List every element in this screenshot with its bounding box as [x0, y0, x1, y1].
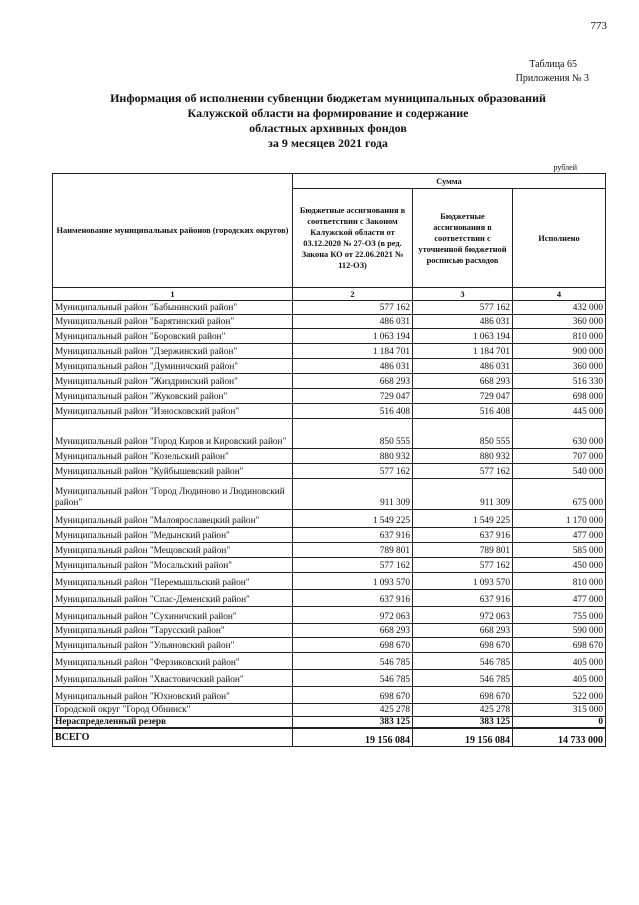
refined-amount: 577 162: [413, 301, 513, 315]
district-name: Муниципальный район "Тарусский район": [53, 624, 293, 638]
assigned-amount: 668 293: [293, 374, 413, 389]
title-line-1: Информация об исполнении субвенции бюджетам муниципальных образований: [110, 91, 546, 105]
assigned-amount: 911 309: [293, 479, 413, 510]
refined-amount: 486 031: [413, 315, 513, 329]
table-row: [53, 624, 606, 638]
refined-amount: 1 063 194: [413, 329, 513, 344]
table-row: [53, 404, 606, 419]
assigned-amount: 1 184 701: [293, 344, 413, 359]
refined-amount: 637 916: [413, 528, 513, 543]
table-row: [53, 607, 606, 624]
table-label: Таблица 65: [529, 59, 577, 70]
district-name: Муниципальный район "Перемышльский район": [53, 573, 293, 590]
district-name: Муниципальный район "Город Киров и Кировский район": [53, 419, 293, 449]
district-name: Муниципальный район "Спас-Деменский район": [53, 590, 293, 607]
refined-amount: 850 555: [413, 419, 513, 449]
assigned-amount: 1 063 194: [293, 329, 413, 344]
assigned-amount: 698 670: [293, 687, 413, 704]
assigned-amount: 729 047: [293, 389, 413, 404]
total-executed: 14 733 000: [513, 728, 606, 747]
refined-amount: 668 293: [413, 374, 513, 389]
executed-amount: 477 000: [513, 528, 606, 543]
title-line-2: Калужской области на формирование и содержание: [187, 106, 469, 120]
assigned-amount: 577 162: [293, 464, 413, 479]
table-row: [53, 687, 606, 704]
column-number: 1: [53, 288, 293, 301]
page-number: 773: [590, 20, 607, 32]
table-row: [53, 344, 606, 359]
header-refined: Бюджетные ассигнования в соответствии с уточненной бюджетной росписью расходов: [413, 189, 513, 288]
executed-amount: 707 000: [513, 449, 606, 464]
district-name: Муниципальный район "Мосальский район": [53, 558, 293, 573]
district-name: Муниципальный район "Ферзиковский район": [53, 653, 293, 670]
header-executed: Исполнено: [513, 189, 606, 288]
executed-amount: 698 670: [513, 638, 606, 653]
district-name: Городской округ "Город Обнинск": [53, 704, 293, 717]
executed-amount: 315 000: [513, 704, 606, 717]
refined-amount: 546 785: [413, 653, 513, 670]
total-refined: 19 156 084: [413, 728, 513, 747]
subvention-table: [52, 173, 606, 747]
refined-amount: 577 162: [413, 464, 513, 479]
executed-amount: 630 000: [513, 419, 606, 449]
header-assigned: Бюджетные ассигнования в соответствии с Законом Калужской области от 03.12.2020 № 27-ОЗ (в ред. Закона КО от 22.06.2021 № 112-ОЗ): [293, 189, 413, 288]
assigned-amount: 880 932: [293, 449, 413, 464]
units-label: рублей: [553, 163, 577, 172]
executed-amount: 360 000: [513, 359, 606, 374]
document-title: [40, 91, 616, 151]
refined-amount: 880 932: [413, 449, 513, 464]
assigned-amount: 486 031: [293, 359, 413, 374]
assigned-amount: 546 785: [293, 653, 413, 670]
table-body: [53, 301, 606, 717]
reserve-name: Нераспределенный резерв: [53, 717, 293, 729]
assigned-amount: 425 278: [293, 704, 413, 717]
district-name: Муниципальный район "Город Людиново и Людиновский район": [53, 479, 293, 510]
refined-amount: 1 184 701: [413, 344, 513, 359]
district-name: Муниципальный район "Барятинский район": [53, 315, 293, 329]
district-name: Муниципальный район "Жуковский район": [53, 389, 293, 404]
assigned-amount: 850 555: [293, 419, 413, 449]
district-name: Муниципальный район "Малоярославецкий район": [53, 510, 293, 528]
district-name: Муниципальный район "Дзержинский район": [53, 344, 293, 359]
total-row: [53, 728, 606, 747]
refined-amount: 668 293: [413, 624, 513, 638]
assigned-amount: 1 549 225: [293, 510, 413, 528]
refined-amount: 972 063: [413, 607, 513, 624]
refined-amount: 911 309: [413, 479, 513, 510]
refined-amount: 546 785: [413, 670, 513, 687]
refined-amount: 577 162: [413, 558, 513, 573]
table-row: [53, 329, 606, 344]
executed-amount: 360 000: [513, 315, 606, 329]
column-number: 3: [413, 288, 513, 301]
executed-amount: 1 170 000: [513, 510, 606, 528]
executed-amount: 810 000: [513, 573, 606, 590]
table-row: [53, 590, 606, 607]
executed-amount: 540 000: [513, 464, 606, 479]
table-row: [53, 374, 606, 389]
executed-amount: 675 000: [513, 479, 606, 510]
refined-amount: 1 093 570: [413, 573, 513, 590]
executed-amount: 450 000: [513, 558, 606, 573]
district-name: Муниципальный район "Думиничский район": [53, 359, 293, 374]
executed-amount: 755 000: [513, 607, 606, 624]
table-row: [53, 528, 606, 543]
refined-amount: 1 549 225: [413, 510, 513, 528]
assigned-amount: 577 162: [293, 301, 413, 315]
district-name: Муниципальный район "Сухиничский район": [53, 607, 293, 624]
refined-amount: 425 278: [413, 704, 513, 717]
table-row: [53, 573, 606, 590]
title-line-3: областных архивных фондов: [249, 121, 407, 135]
assigned-amount: 516 408: [293, 404, 413, 419]
table-row: [53, 653, 606, 670]
district-name: Муниципальный район "Боровский район": [53, 329, 293, 344]
refined-amount: 789 801: [413, 543, 513, 558]
executed-amount: 585 000: [513, 543, 606, 558]
district-name: Муниципальный район "Куйбышевский район": [53, 464, 293, 479]
table-row: [53, 315, 606, 329]
district-name: Муниципальный район "Хвастовичский район": [53, 670, 293, 687]
table-row: [53, 464, 606, 479]
refined-amount: 729 047: [413, 389, 513, 404]
executed-amount: 405 000: [513, 653, 606, 670]
executed-amount: 590 000: [513, 624, 606, 638]
appendix-label: Приложения № 3: [515, 73, 589, 84]
district-name: Муниципальный район "Износковский район": [53, 404, 293, 419]
table-row: [53, 449, 606, 464]
executed-amount: 405 000: [513, 670, 606, 687]
district-name: Муниципальный район "Юхновский район": [53, 687, 293, 704]
executed-amount: 698 000: [513, 389, 606, 404]
district-name: Муниципальный район "Козельский район": [53, 449, 293, 464]
assigned-amount: 668 293: [293, 624, 413, 638]
refined-amount: 698 670: [413, 687, 513, 704]
reserve-refined: 383 125: [413, 717, 513, 729]
table-row: [53, 638, 606, 653]
executed-amount: 522 000: [513, 687, 606, 704]
total-name: ВСЕГО: [53, 728, 293, 747]
reserve-executed: 0: [513, 717, 606, 729]
assigned-amount: 698 670: [293, 638, 413, 653]
district-name: Муниципальный район "Бабынинский район": [53, 301, 293, 315]
executed-amount: 900 000: [513, 344, 606, 359]
district-name: Муниципальный район "Ульяновский район": [53, 638, 293, 653]
table-row: [53, 670, 606, 687]
assigned-amount: 546 785: [293, 670, 413, 687]
table-row: [53, 510, 606, 528]
table-row: [53, 543, 606, 558]
executed-amount: 516 330: [513, 374, 606, 389]
total-assigned: 19 156 084: [293, 728, 413, 747]
refined-amount: 516 408: [413, 404, 513, 419]
table-row: [53, 479, 606, 510]
assigned-amount: 637 916: [293, 590, 413, 607]
header-sum: Сумма: [293, 174, 606, 189]
assigned-amount: 486 031: [293, 315, 413, 329]
refined-amount: 486 031: [413, 359, 513, 374]
assigned-amount: 1 093 570: [293, 573, 413, 590]
table-row: [53, 419, 606, 449]
reserve-row: [53, 717, 606, 729]
title-line-4: за 9 месяцев 2021 года: [268, 136, 388, 150]
table-row: [53, 389, 606, 404]
executed-amount: 432 000: [513, 301, 606, 315]
table-row: [53, 301, 606, 315]
district-name: Муниципальный район "Мещовский район": [53, 543, 293, 558]
table-row: [53, 359, 606, 374]
district-name: Муниципальный район "Жиздринский район": [53, 374, 293, 389]
assigned-amount: 789 801: [293, 543, 413, 558]
assigned-amount: 972 063: [293, 607, 413, 624]
executed-amount: 445 000: [513, 404, 606, 419]
column-number: 2: [293, 288, 413, 301]
refined-amount: 637 916: [413, 590, 513, 607]
executed-amount: 810 000: [513, 329, 606, 344]
table-row: [53, 704, 606, 717]
executed-amount: 477 000: [513, 590, 606, 607]
district-name: Муниципальный район "Медынский район": [53, 528, 293, 543]
assigned-amount: 577 162: [293, 558, 413, 573]
reserve-assigned: 383 125: [293, 717, 413, 729]
header-name: Наименование муниципальных районов (городских округов): [53, 174, 293, 288]
assigned-amount: 637 916: [293, 528, 413, 543]
refined-amount: 698 670: [413, 638, 513, 653]
column-number: 4: [513, 288, 606, 301]
table-row: [53, 558, 606, 573]
